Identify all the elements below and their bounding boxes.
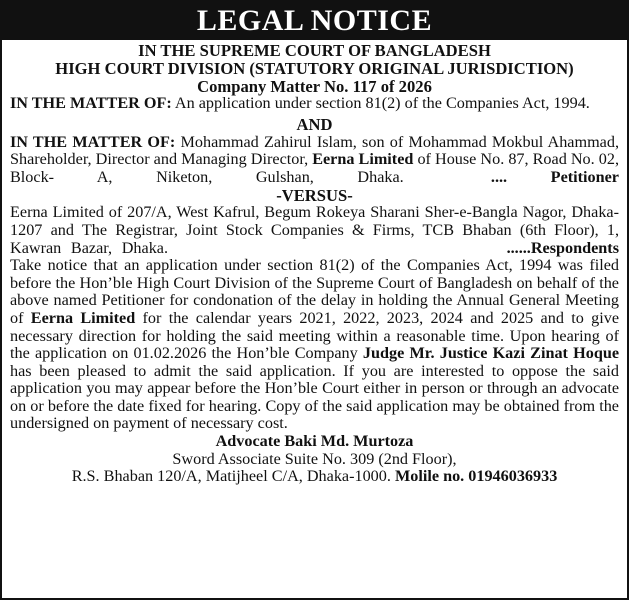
notice-part-2: for the calendar years 2021, 2022, 2023, 2024 and 2025 and to give necessary direction for holding the said meeting within a reasonable time. Upon hearing of the application on 01.02.2026 the Hon’ble Company: [10, 308, 619, 363]
matter-one-label: IN THE MATTER OF:: [10, 94, 172, 113]
respondents-address: Eerna Limited of 207/A, West Kafrul, Begum Rokeya Sharani Sher-e-Bangla Nagor, Dhaka-1207 and The Registrar, Joint Stock Companies & Firms, TCB Bhaban (6th Floor), 1, Kawran Bazar, Dhaka.: [10, 203, 619, 257]
court-name: IN THE SUPREME COURT OF BANGLADESH: [138, 41, 491, 60]
advocate-address-2-text: R.S. Bhaban 120/A, Matijheel C/A, Dhaka-1000.: [71, 467, 395, 486]
notice-part-3: has been pleased to admit the said application. If you are interested to oppose the said application you may appear before the Hon’ble Court either in person or through an advocate on or before the date fixed for hearing. Copy of the said application may be obtained from the undersigned on payment of necessary cost.: [10, 361, 619, 433]
notice-banner: LEGAL NOTICE: [2, 2, 627, 40]
matter-two-text-a: Mohammad Zahirul Islam, son of Mohammad Mokbul Ahammad, Shareholder, Director and Managing Director,: [10, 132, 619, 169]
matter-two-text-b: of House No. 87, Road No. 02, Block- A, Niketon, Gulshan, Dhaka.: [10, 150, 619, 186]
respondents-role: ......Respondents: [506, 238, 619, 257]
matter-one: [10, 95, 619, 113]
notice-company: Eerna Limited: [30, 308, 136, 327]
and-heading: AND: [296, 114, 333, 134]
advocate-mobile: Molile no. 01946036933: [394, 467, 558, 486]
advocate-address-2: [10, 468, 619, 486]
division-name: HIGH COURT DIVISION (STATUTORY ORIGINAL JURISDICTION): [55, 58, 574, 78]
petitioner-role: .... Petitioner: [490, 167, 619, 186]
notice-judge: Judge Mr. Justice Kazi Zinat Hoque: [362, 344, 620, 363]
notice-body: [10, 257, 619, 433]
matter-two-company: Eerna Limited: [312, 150, 414, 169]
notice-content: [2, 40, 627, 486]
notice-part-1: Take notice that an application under section 81(2) of the Companies Act, 1994 was filed before the Hon’ble High Court Division of the Supreme Court of Bangladesh on behalf of the above named Petitioner for condonation of the delay in holding the Annual General Meeting of: [10, 256, 619, 327]
respondents-text: [10, 204, 619, 257]
matter-two-label: IN THE MATTER OF:: [10, 132, 176, 151]
matter-one-text: An application under section 81(2) of the Companies Act, 1994.: [171, 94, 590, 113]
versus-heading: -VERSUS-: [276, 185, 353, 205]
matter-two: [10, 134, 619, 187]
matter-number: Company Matter No. 117 of 2026: [197, 76, 432, 96]
advocate-address-1: Sword Associate Suite No. 309 (2nd Floor),: [172, 449, 457, 468]
advocate-name: Advocate Baki Md. Murtoza: [215, 432, 414, 451]
